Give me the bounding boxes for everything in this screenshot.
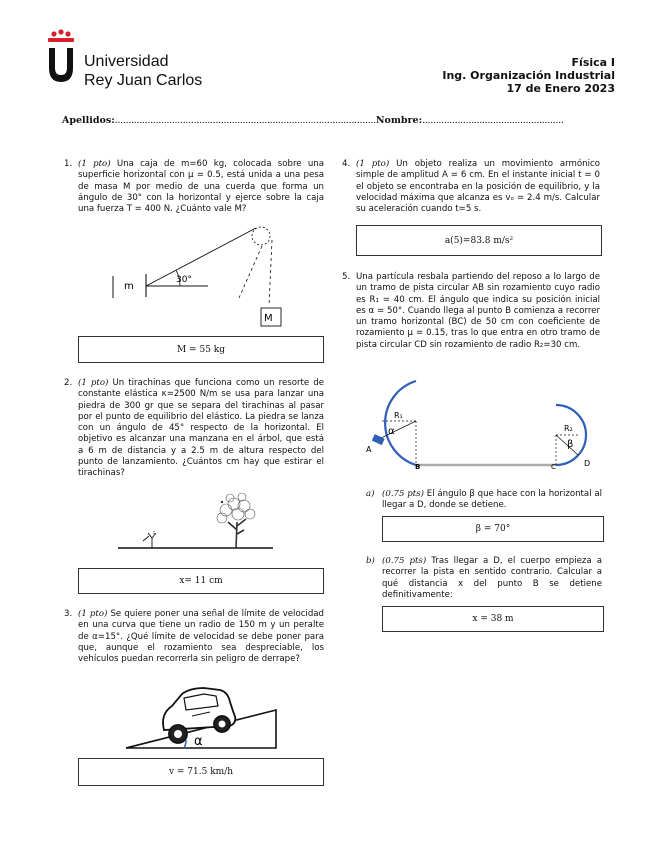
question-text: Se quiere poner una señal de límite de velocidad en una curva que tiene un radio de 150 m y un peralte de α=15°. ¿Qué límite de velocidad se debe poner para que, aunque el rozamiento sea despreciable, los vehículos puedan recorrerla sin peligro de derrape? bbox=[78, 609, 324, 665]
question-5b bbox=[366, 556, 602, 601]
answer-5a: β = 70° bbox=[475, 524, 511, 534]
student-info-line bbox=[62, 115, 564, 126]
answer-box-5a[interactable] bbox=[382, 516, 604, 542]
question-text: Una caja de m=60 kg, colocada sobre una superficie horizontal con μ = 0.5, está unida a una pesa de masa M por medio de una cuerda que forma un ángulo de 30° con la horizontal y ejerce sobre la caja una fuerza T = 400 N. ¿Cuánto vale M? bbox=[78, 159, 324, 215]
name-field[interactable]: .................................................... bbox=[422, 115, 564, 126]
university-line-2: Rey Juan Carlos bbox=[84, 72, 203, 89]
part-label: b) bbox=[366, 556, 375, 566]
question-5 bbox=[342, 272, 600, 351]
slingshot-icon bbox=[143, 530, 156, 548]
question-number: 1. bbox=[64, 159, 73, 169]
point-a-label: A bbox=[366, 445, 372, 454]
box-pulley-figure bbox=[110, 222, 300, 330]
answer-4: a(5)=83.8 m/s² bbox=[444, 235, 514, 246]
answer-2: x= 11 cm bbox=[179, 576, 223, 586]
question-4 bbox=[342, 159, 600, 215]
r2-label: R₂ bbox=[564, 424, 573, 433]
question-text: Un tirachinas que funciona como un resorte de constante elástica κ=2500 N/m se usa para lanzar una piedra de 300 gr que se separa del tirachinas al pasar por el punto de equilibrio del elástico. La piedra se lanza con un ángulo de 45° respecto de la horizontal. El objetivo es alcanzar una manzana en el árbol, que está a 6 m de distancia y a 2.5 m de altura respecto del punto de lanzamiento. ¿Cuántos cm hay que estirar el tirachinas? bbox=[78, 378, 324, 479]
question-points: (1 pto) bbox=[78, 159, 111, 169]
university-logo bbox=[44, 28, 76, 86]
answer-1: M = 55 kg bbox=[176, 344, 225, 355]
question-number: 3. bbox=[64, 609, 73, 619]
answer-5b: x = 38 m bbox=[472, 614, 514, 624]
tree-icon bbox=[217, 493, 255, 548]
part-text: Tras llegar a D, el cuerpo empieza a recorrer la pista en sentido contrario. Calcular a qué distancia x del punto B se detiene definitivamente: bbox=[382, 556, 602, 600]
answer-3: v = 71.5 km/h bbox=[168, 767, 234, 777]
r1-label: R₁ bbox=[394, 411, 403, 420]
box-m-label: m bbox=[124, 281, 134, 292]
answer-box-5b[interactable] bbox=[382, 606, 604, 632]
answer-box-2[interactable] bbox=[78, 568, 324, 594]
name-label: Nombre: bbox=[375, 115, 423, 126]
question-text: Un objeto realiza un movimiento armónico simple de amplitud A = 6 cm. En el instante inicial t = 0 el objeto se encontraba en la posición de equilibrio, y la velocidad máxima que alcanza es vₒ = 2.4 m/s. Calcular su aceleración cuando t=5 s. bbox=[356, 159, 600, 215]
slingshot-tree-figure bbox=[118, 492, 278, 554]
exam-header bbox=[442, 56, 615, 95]
question-number: 5. bbox=[342, 272, 351, 282]
question-number: 4. bbox=[342, 159, 351, 169]
circular-track-figure bbox=[364, 374, 604, 470]
part-label: a) bbox=[366, 489, 375, 499]
degree-title: Ing. Organización Industrial bbox=[442, 69, 615, 82]
surname-label: Apellidos: bbox=[62, 115, 115, 126]
answer-box-1[interactable] bbox=[78, 336, 324, 363]
question-number: 2. bbox=[64, 378, 73, 388]
alpha-label: α bbox=[194, 734, 203, 749]
box-M-label: M bbox=[264, 313, 273, 324]
question-text: Una partícula resbala partiendo del reposo a lo largo de un tramo de pista circular AB sin rozamiento cuyo radio es R₁ = 40 cm. El ángulo que indica su posición inicial es α = 50°. Cuando llega al punto B comienza a recorrer un tramo horizontal (BC) de 50 cm con coeficiente de rozamiento μ = 0.15, tras lo que entra en otro tramo de pista circular CD sin rozamiento de radio R₂=30 cm. bbox=[356, 272, 600, 350]
part-points: (0.75 pts) bbox=[382, 556, 427, 566]
university-line-1: Universidad bbox=[84, 53, 169, 70]
point-d-label: D bbox=[584, 459, 591, 468]
alpha-angle-label: α bbox=[388, 426, 395, 437]
university-name bbox=[84, 52, 202, 90]
course-title: Física I bbox=[571, 56, 615, 69]
question-5a bbox=[366, 489, 603, 512]
question-1 bbox=[64, 159, 324, 215]
question-points: (1 pto) bbox=[78, 378, 109, 388]
angle-label: 30° bbox=[176, 275, 192, 285]
surname-field[interactable]: ................................................................................................ bbox=[114, 115, 376, 126]
beta-angle-label: β bbox=[567, 439, 574, 450]
point-b-label: B bbox=[415, 463, 421, 470]
particle-block bbox=[372, 434, 385, 445]
part-points: (0.75 pts) bbox=[382, 489, 424, 499]
part-text: El ángulo β que hace con la horizontal al llegar a D, donde se detiene. bbox=[382, 489, 603, 511]
answer-box-4[interactable] bbox=[356, 225, 602, 256]
question-points: (1 pto) bbox=[356, 159, 390, 169]
point-c-label: C bbox=[551, 463, 556, 470]
question-3 bbox=[64, 609, 324, 665]
question-points: (1 pto) bbox=[78, 609, 108, 619]
question-2 bbox=[64, 378, 324, 480]
banked-curve-figure bbox=[124, 684, 282, 752]
answer-box-3[interactable] bbox=[78, 758, 324, 786]
exam-date: 17 de Enero 2023 bbox=[506, 82, 615, 95]
